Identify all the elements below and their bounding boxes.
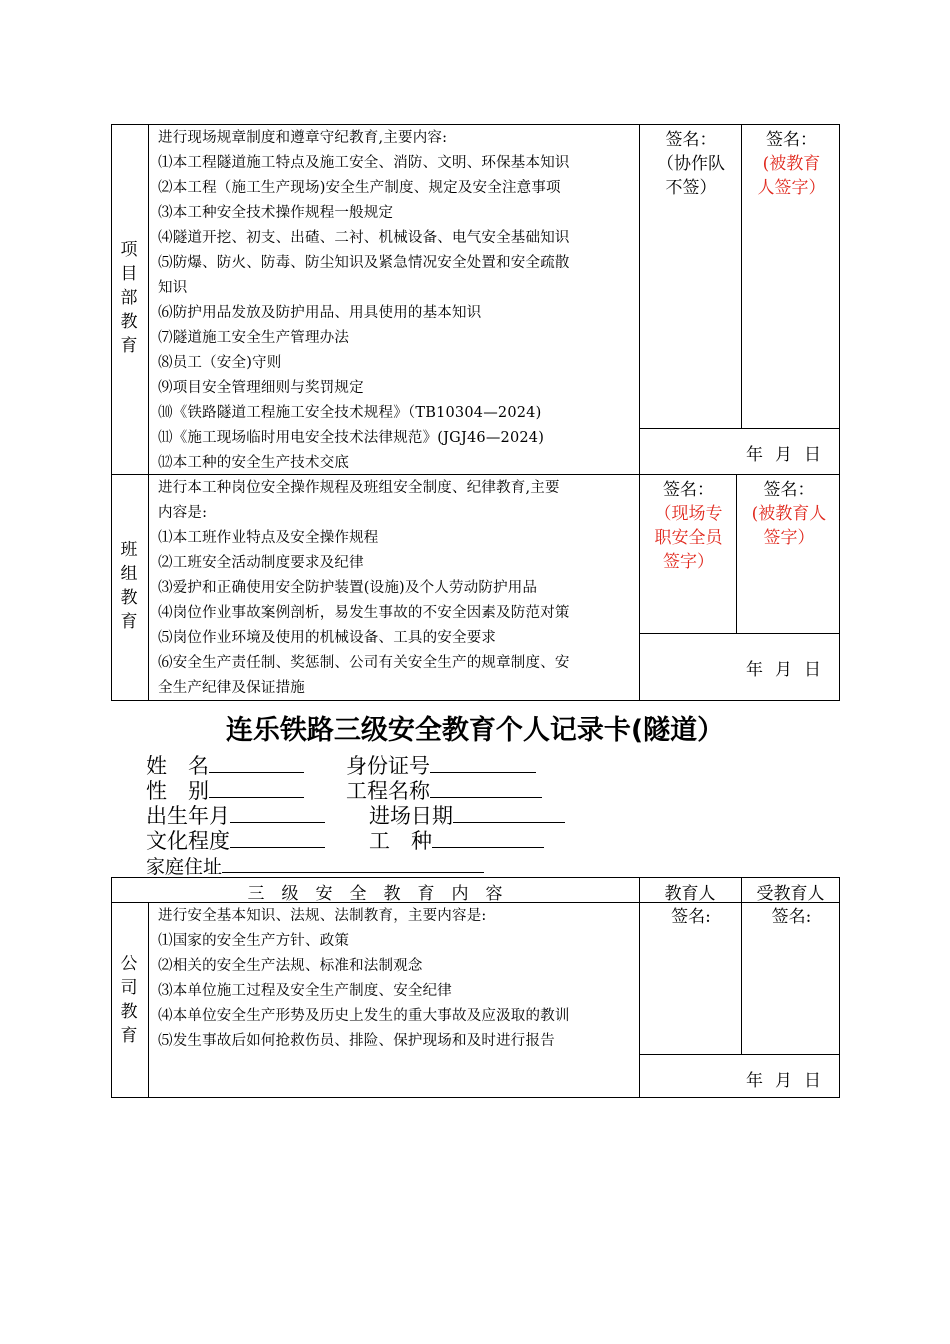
education-blank[interactable] [230,827,325,848]
lower-date-divider [639,1054,840,1055]
company-section-label [117,952,141,1048]
signature-note: 人签字） [757,178,826,198]
team-date[interactable]: 年月日 [746,660,833,680]
birth-field[interactable] [146,802,325,829]
address-field[interactable] [146,852,484,880]
entry-date-label: 进场日期 [369,804,453,828]
company-educator-signature[interactable]: 签名: [671,907,711,927]
header-educatee: 受教育人 [756,884,825,904]
address-label: 家庭住址 [146,856,223,878]
label-char: 教 [120,1002,138,1022]
content-line: ⑾《施工现场临时用电安全技术法律规范》(JGJ46—2024) [158,430,545,446]
signature-note: 职安全员 [654,528,723,548]
gender-blank[interactable] [209,777,304,798]
gender-label: 性 别 [146,779,209,803]
label-char: 组 [120,564,138,584]
sig-divider-team [736,475,737,633]
project-educator-signature[interactable] [641,128,741,200]
content-line: 全生产纪律及保证措施 [158,680,305,696]
project-date[interactable]: 年月日 [746,445,833,465]
project-name-label: 工程名称 [346,779,430,803]
signature-note: （协作队 [657,154,725,174]
id-number-field[interactable] [346,752,536,779]
birth-blank[interactable] [230,802,325,823]
address-blank[interactable] [222,852,484,873]
label-char: 育 [120,612,138,632]
trade-label: 工 种 [369,829,432,853]
project-date-divider [639,428,840,429]
signature-note: (被教育人 [751,504,827,524]
label-char: 司 [120,978,138,998]
project-section-content [158,126,636,476]
content-line: ⑵本工程（施工生产现场)安全生产制度、规定及安全注意事项 [158,180,561,196]
content-column-divider [639,124,640,701]
gender-field[interactable] [146,777,304,804]
content-line: 进行现场规章制度和遵章守纪教育,主要内容: [158,130,448,146]
card-title: 连乐铁路三级安全教育个人记录卡(隧道） [225,715,725,746]
company-educatee-signature[interactable]: 签名: [771,907,812,927]
content-line: ⑸防爆、防火、防毒、防尘知识及紧急情况安全处置和安全疏散 [158,255,570,271]
content-line: ⑴本工班作业特点及安全操作规程 [158,530,379,546]
birth-label: 出生年月 [146,804,230,828]
content-line: ⑷本单位安全生产形势及历史上发生的重大事故及应汲取的教训 [158,1008,570,1024]
label-char: 目 [120,264,138,284]
id-number-blank[interactable] [430,752,536,773]
content-line: ⑺隧道施工安全生产管理办法 [158,330,350,346]
company-date[interactable]: 年月日 [746,1071,833,1091]
signature-note: (被教育 [762,154,821,174]
content-line: ⑵工班安全活动制度要求及纪律 [158,555,364,571]
trade-blank[interactable] [432,827,544,848]
lower-content-column-divider [639,877,640,1098]
content-line: ⑿本工种的安全生产技术交底 [158,455,350,471]
lower-label-column-divider [148,902,149,1098]
team-section-content [158,476,636,701]
content-line: ⑹防护用品发放及防护用品、用具使用的基本知识 [158,305,482,321]
entry-date-field[interactable] [369,802,565,829]
content-line: ⑻员工（安全)守则 [158,355,282,371]
label-char: 教 [120,312,138,332]
signature-label: 签名： [766,130,817,150]
content-line: ⑶爱护和正确使用安全防护装置(设施)及个人劳动防护用品 [158,580,538,596]
company-section-content [158,904,636,1054]
name-field[interactable] [146,752,304,779]
team-educator-signature[interactable] [641,478,736,574]
signature-label: 签名： [763,480,815,500]
signature-label: 签名： [665,130,717,150]
content-line: ⑼项目安全管理细则与奖罚规定 [158,380,364,396]
signature-label: 签名： [663,480,714,500]
name-blank[interactable] [209,752,304,773]
project-name-field[interactable] [346,777,542,804]
team-date-divider [639,633,840,634]
content-line: ⑷隧道开挖、初支、出碴、二衬、机械设备、电气安全基础知识 [158,230,570,246]
entry-date-blank[interactable] [453,802,565,823]
label-char: 班 [120,540,138,560]
team-section-label [117,538,141,634]
header-content-title: 三 级 安 全 教 育 内 容 [247,884,503,904]
header-educator: 教育人 [664,884,716,904]
label-char: 育 [120,1026,138,1046]
content-line: ⑶本工种安全技术操作规程一般规定 [158,205,394,221]
content-line: ⑵相关的安全生产法规、标准和法制观念 [158,958,423,974]
content-line: ⑽《铁路隧道工程施工安全技术规程》（TB10304—2024) [158,405,542,421]
content-line: ⑴国家的安全生产方针、政策 [158,933,350,949]
content-line: ⑸发生事故后如何抢救伤员、排险、保护现场和及时进行报告 [158,1033,555,1049]
team-educatee-signature[interactable] [738,478,840,550]
label-column-divider [148,124,149,701]
label-char: 项 [120,240,138,260]
content-line: 内容是: [158,505,208,521]
signature-note: （现场专 [654,504,723,524]
trade-field[interactable] [369,827,544,854]
content-line: ⑴本工程隧道施工特点及施工安全、消防、文明、环保基本知识 [158,155,570,171]
name-label: 姓 名 [146,754,209,778]
content-line: 知识 [158,280,188,296]
label-char: 部 [120,288,138,308]
signature-note: 签字） [663,552,714,572]
project-name-blank[interactable] [430,777,542,798]
signature-note: 签字） [763,528,815,548]
education-field[interactable] [146,827,325,854]
label-char: 育 [120,336,138,356]
content-line: ⑹安全生产责任制、奖惩制、公司有关安全生产的规章制度、安 [158,655,570,671]
content-line: ⑸岗位作业环境及使用的机械设备、工具的安全要求 [158,630,497,646]
project-educatee-signature[interactable] [743,128,840,200]
education-label: 文化程度 [146,829,230,853]
content-line: ⑶本单位施工过程及安全生产制度、安全纪律 [158,983,452,999]
content-line: 进行本工种岗位安全操作规程及班组安全制度、纪律教育,主要 [158,480,560,496]
id-number-label: 身份证号 [346,754,430,778]
project-section-label [117,238,141,358]
label-char: 教 [120,588,138,608]
content-line: ⑷岗位作业事故案例剖析，易发生事故的不安全因素及防范对策 [158,605,570,621]
sig-divider-project [741,124,742,428]
label-char: 公 [120,954,138,974]
content-line: 进行安全基本知识、法规、法制教育，主要内容是: [158,908,487,924]
signature-note: 不签） [665,178,717,198]
